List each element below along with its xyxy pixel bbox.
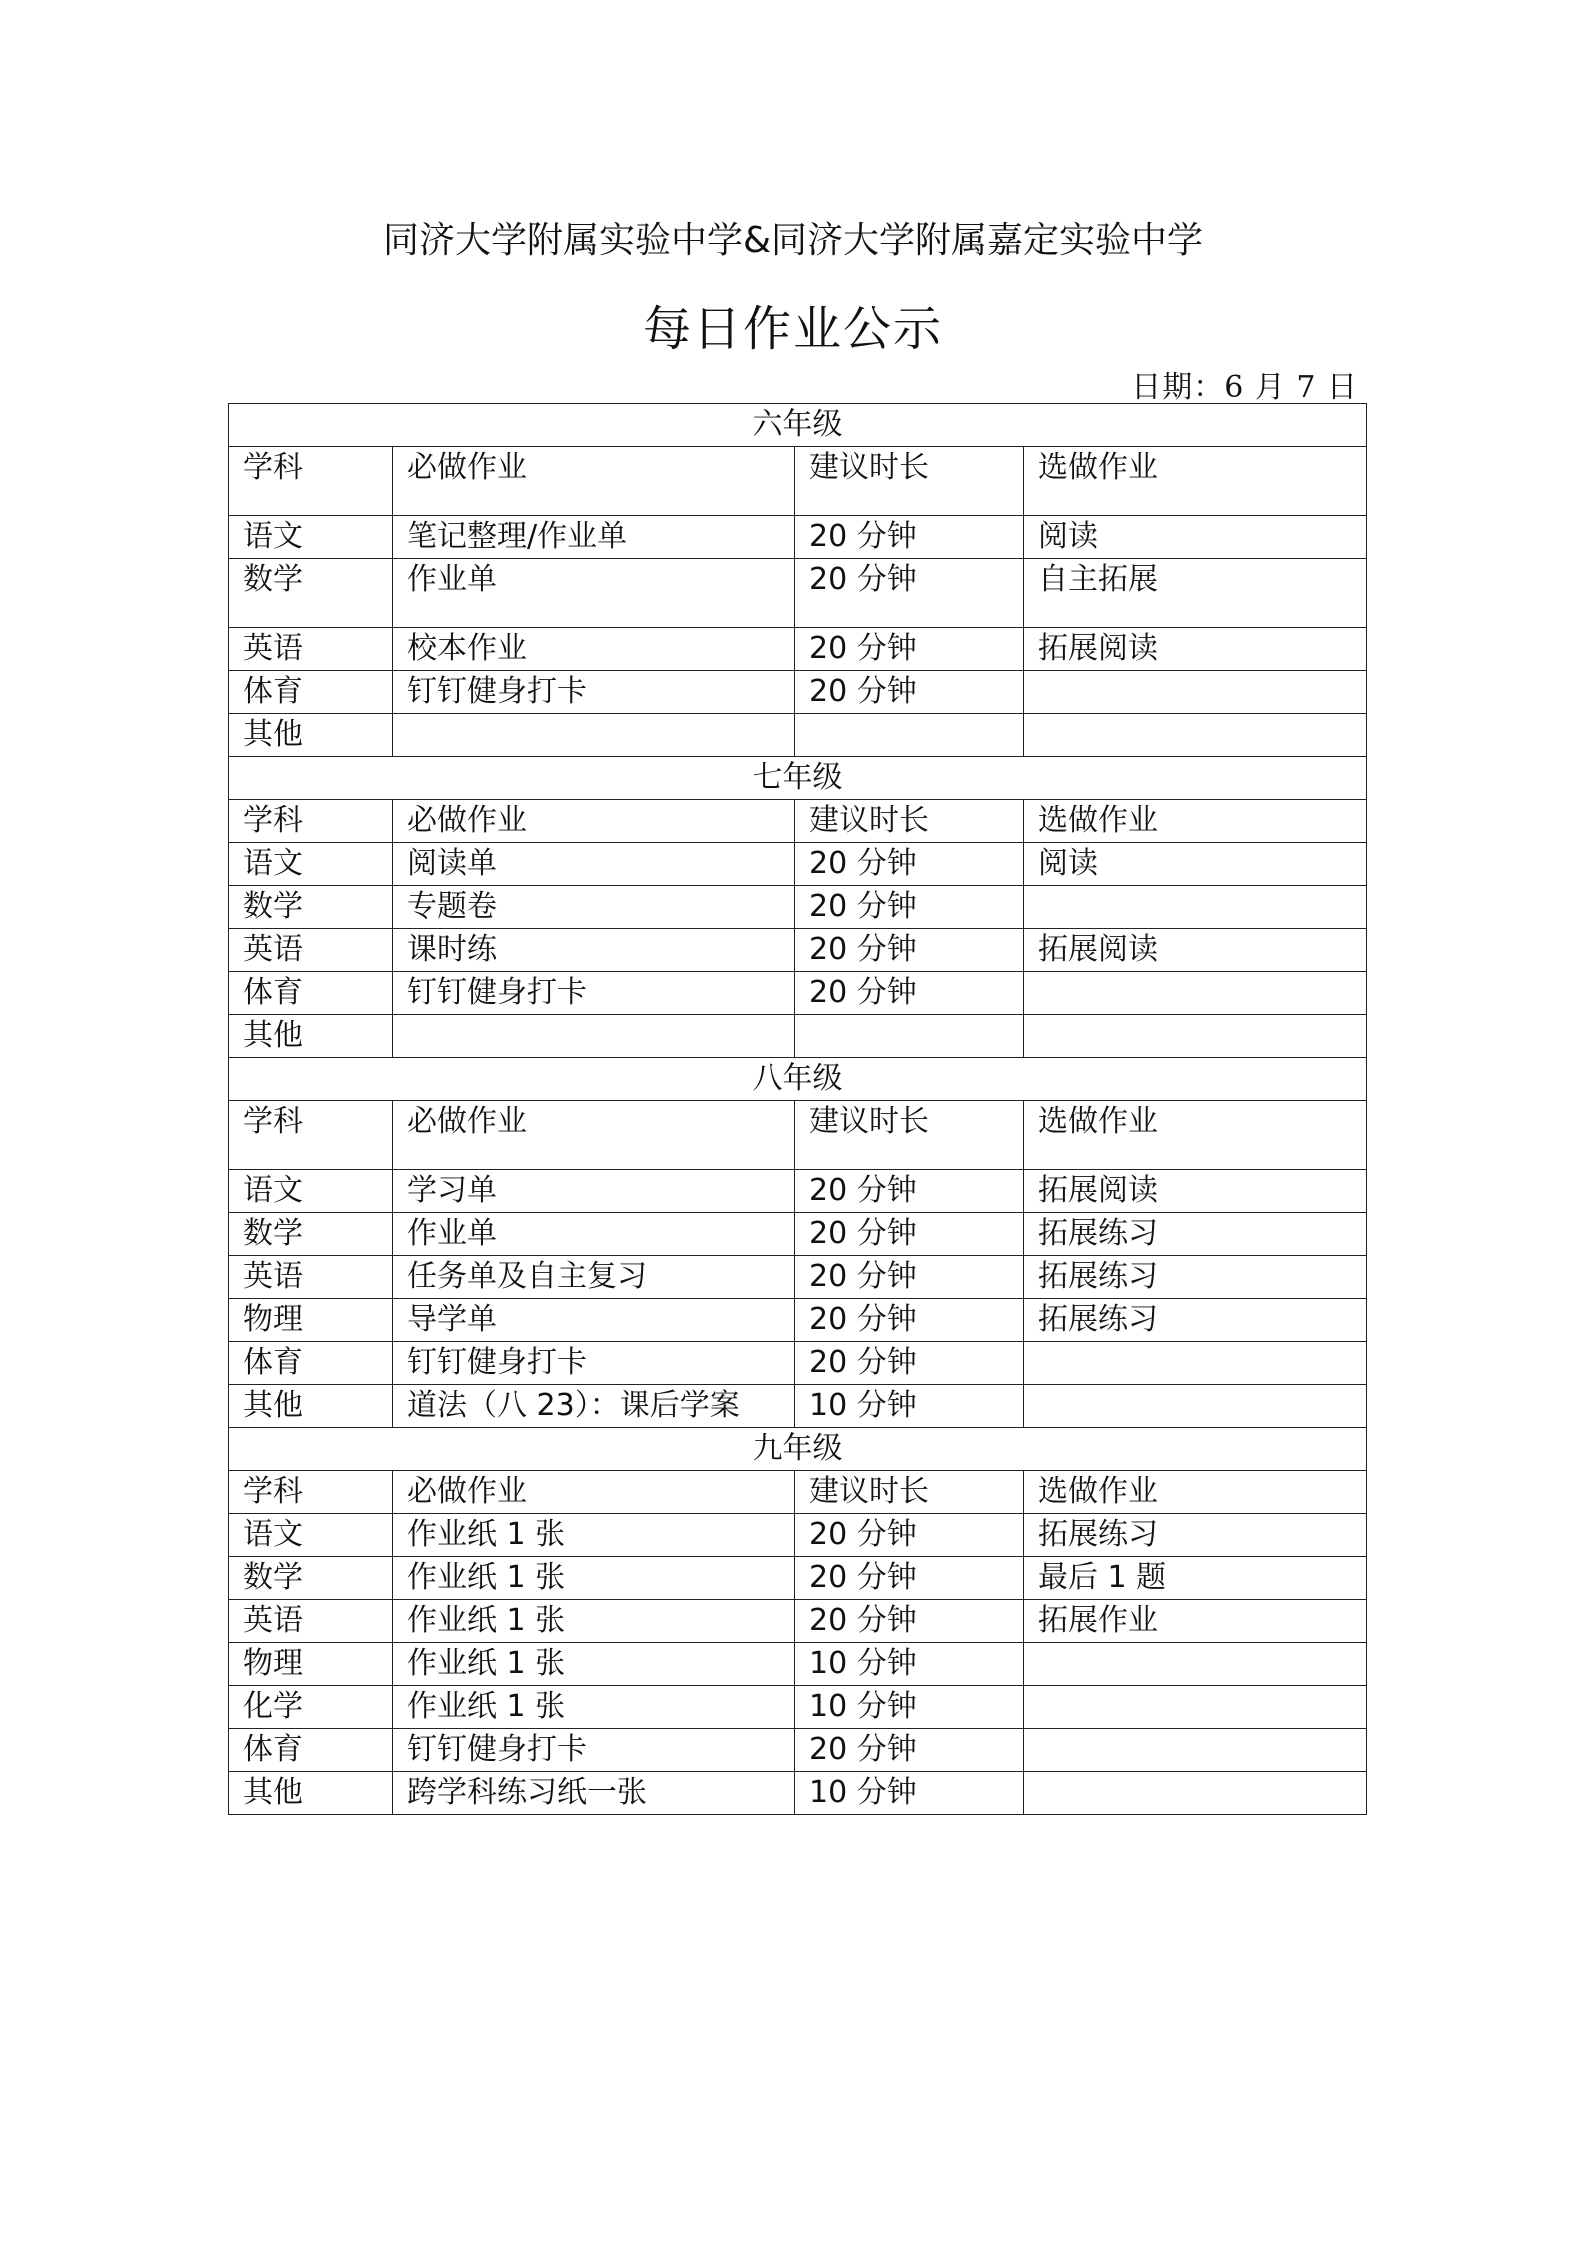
duration-cell: 20 分钟 [795,1729,1024,1772]
required-homework-cell: 作业纸 1 张 [393,1686,795,1729]
subject-cell: 物理 [229,1299,393,1342]
required-homework-cell: 任务单及自主复习 [393,1256,795,1299]
duration-cell [795,714,1024,757]
required-homework-cell: 钉钉健身打卡 [393,1729,795,1772]
column-header-row [229,447,1367,516]
table-row [229,1015,1367,1058]
page-title: 每日作业公示 [642,301,943,357]
column-header: 必做作业 [393,800,795,843]
optional-homework-cell: 阅读 [1024,516,1367,559]
required-homework-cell: 钉钉健身打卡 [393,972,795,1015]
required-homework-cell: 作业纸 1 张 [393,1643,795,1686]
table-row [229,516,1367,559]
grade-row [229,1058,1367,1101]
duration-cell [795,1015,1024,1058]
duration-cell: 10 分钟 [795,1643,1024,1686]
optional-homework-cell: 拓展阅读 [1024,628,1367,671]
table-row [229,1385,1367,1428]
optional-homework-cell: 拓展练习 [1024,1299,1367,1342]
grade-row [229,404,1367,447]
required-homework-cell: 道法（八 23）：课后学案 [393,1385,795,1428]
optional-homework-cell: 拓展练习 [1024,1514,1367,1557]
optional-homework-cell [1024,1772,1367,1815]
subject-cell: 其他 [229,1015,393,1058]
subject-cell: 其他 [229,714,393,757]
optional-homework-cell [1024,714,1367,757]
table-row [229,1342,1367,1385]
subject-cell: 英语 [229,929,393,972]
table-row [229,886,1367,929]
duration-cell: 10 分钟 [795,1385,1024,1428]
subject-cell: 数学 [229,559,393,628]
subject-cell: 其他 [229,1772,393,1815]
subject-cell: 体育 [229,1729,393,1772]
table-row [229,1686,1367,1729]
optional-homework-cell: 拓展阅读 [1024,929,1367,972]
optional-homework-cell: 拓展练习 [1024,1213,1367,1256]
required-homework-cell: 课时练 [393,929,795,972]
duration-cell: 20 分钟 [795,843,1024,886]
duration-cell: 20 分钟 [795,1256,1024,1299]
subject-cell: 物理 [229,1643,393,1686]
subject-cell: 数学 [229,886,393,929]
subject-cell: 语文 [229,1170,393,1213]
required-homework-cell: 作业单 [393,559,795,628]
grade-row [229,1428,1367,1471]
duration-cell: 10 分钟 [795,1686,1024,1729]
required-homework-cell: 导学单 [393,1299,795,1342]
optional-homework-cell [1024,972,1367,1015]
required-homework-cell: 作业纸 1 张 [393,1514,795,1557]
subject-cell: 英语 [229,628,393,671]
table-row [229,559,1367,628]
required-homework-cell [393,1015,795,1058]
column-header: 选做作业 [1024,447,1367,516]
duration-cell: 20 分钟 [795,1342,1024,1385]
required-homework-cell: 阅读单 [393,843,795,886]
required-homework-cell: 作业纸 1 张 [393,1557,795,1600]
table-row [229,843,1367,886]
duration-cell: 20 分钟 [795,1600,1024,1643]
optional-homework-cell [1024,1643,1367,1686]
duration-cell: 20 分钟 [795,886,1024,929]
column-header-row [229,1101,1367,1170]
subject-cell: 语文 [229,516,393,559]
column-header: 建议时长 [795,800,1024,843]
duration-cell: 20 分钟 [795,929,1024,972]
optional-homework-cell: 拓展作业 [1024,1600,1367,1643]
table-row [229,671,1367,714]
table-row [229,1557,1367,1600]
table-row [229,929,1367,972]
table-row [229,1256,1367,1299]
school-name: 同济大学附属实验中学&同济大学附属嘉定实验中学 [382,220,1204,261]
column-header: 选做作业 [1024,1471,1367,1514]
required-homework-cell: 笔记整理/作业单 [393,516,795,559]
duration-cell: 20 分钟 [795,1557,1024,1600]
table-row [229,1170,1367,1213]
optional-homework-cell [1024,1342,1367,1385]
duration-cell: 20 分钟 [795,1213,1024,1256]
subject-cell: 数学 [229,1557,393,1600]
subject-cell: 语文 [229,843,393,886]
subject-cell: 体育 [229,1342,393,1385]
optional-homework-cell: 拓展阅读 [1024,1170,1367,1213]
duration-cell: 20 分钟 [795,559,1024,628]
optional-homework-cell: 自主拓展 [1024,559,1367,628]
table-row [229,972,1367,1015]
table-row [229,1600,1367,1643]
subject-cell: 英语 [229,1256,393,1299]
optional-homework-cell [1024,671,1367,714]
duration-cell: 20 分钟 [795,972,1024,1015]
column-header-row [229,800,1367,843]
required-homework-cell: 学习单 [393,1170,795,1213]
table-row [229,1213,1367,1256]
homework-table [228,403,1367,1815]
duration-cell: 10 分钟 [795,1772,1024,1815]
table-row [229,1643,1367,1686]
column-header: 必做作业 [393,1101,795,1170]
column-header: 必做作业 [393,1471,795,1514]
duration-cell: 20 分钟 [795,516,1024,559]
table-row [229,1299,1367,1342]
subject-cell: 英语 [229,1600,393,1643]
column-header-row [229,1471,1367,1514]
required-homework-cell: 专题卷 [393,886,795,929]
subject-cell: 体育 [229,972,393,1015]
table-row [229,714,1367,757]
optional-homework-cell [1024,886,1367,929]
grade-row [229,757,1367,800]
duration-cell: 20 分钟 [795,1170,1024,1213]
column-header: 建议时长 [795,1101,1024,1170]
optional-homework-cell: 拓展练习 [1024,1256,1367,1299]
optional-homework-cell [1024,1729,1367,1772]
optional-homework-cell: 阅读 [1024,843,1367,886]
column-header: 学科 [229,1101,393,1170]
table-row [229,1772,1367,1815]
column-header: 建议时长 [795,447,1024,516]
column-header: 选做作业 [1024,800,1367,843]
required-homework-cell: 作业纸 1 张 [393,1600,795,1643]
required-homework-cell: 作业单 [393,1213,795,1256]
grade-heading: 九年级 [229,1428,1367,1471]
required-homework-cell: 钉钉健身打卡 [393,1342,795,1385]
optional-homework-cell [1024,1015,1367,1058]
subject-cell: 化学 [229,1686,393,1729]
subject-cell: 体育 [229,671,393,714]
table-row [229,1729,1367,1772]
grade-heading: 七年级 [229,757,1367,800]
subject-cell: 语文 [229,1514,393,1557]
duration-cell: 20 分钟 [795,1514,1024,1557]
date-label: 日期：6 月 7 日 [1131,370,1358,405]
column-header: 必做作业 [393,447,795,516]
grade-heading: 八年级 [229,1058,1367,1101]
duration-cell: 20 分钟 [795,1299,1024,1342]
grade-heading: 六年级 [229,404,1367,447]
duration-cell: 20 分钟 [795,628,1024,671]
subject-cell: 其他 [229,1385,393,1428]
optional-homework-cell: 最后 1 题 [1024,1557,1367,1600]
required-homework-cell: 跨学科练习纸一张 [393,1772,795,1815]
required-homework-cell: 校本作业 [393,628,795,671]
required-homework-cell: 钉钉健身打卡 [393,671,795,714]
column-header: 选做作业 [1024,1101,1367,1170]
optional-homework-cell [1024,1385,1367,1428]
column-header: 学科 [229,447,393,516]
column-header: 建议时长 [795,1471,1024,1514]
table-row [229,1514,1367,1557]
duration-cell: 20 分钟 [795,671,1024,714]
table-row [229,628,1367,671]
column-header: 学科 [229,1471,393,1514]
optional-homework-cell [1024,1686,1367,1729]
subject-cell: 数学 [229,1213,393,1256]
column-header: 学科 [229,800,393,843]
required-homework-cell [393,714,795,757]
